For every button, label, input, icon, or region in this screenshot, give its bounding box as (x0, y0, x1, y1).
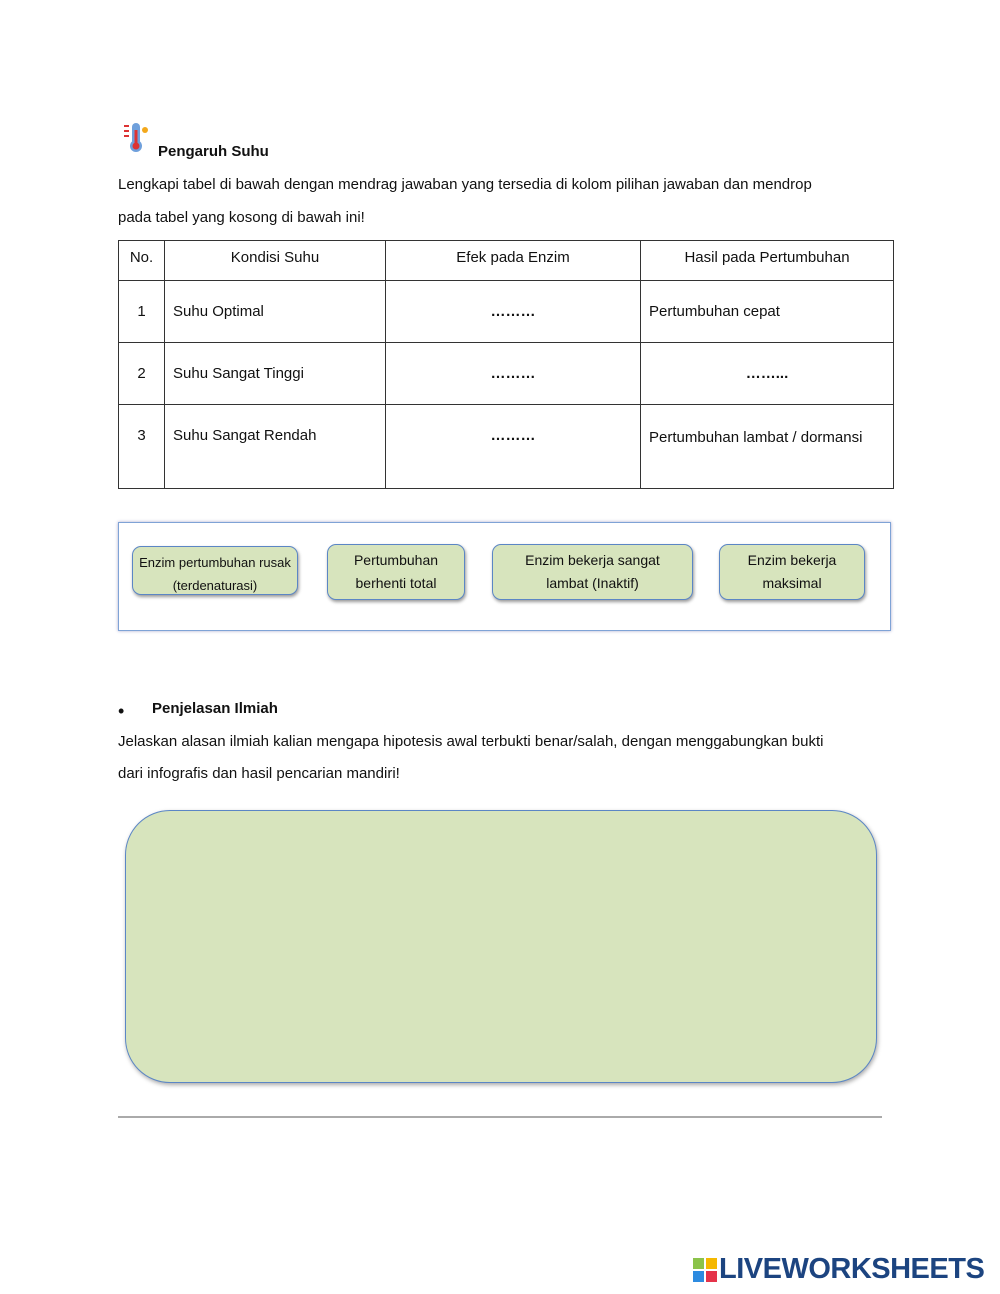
explanation-answer-box[interactable] (125, 810, 877, 1083)
header-cell: Kondisi Suhu (165, 241, 386, 281)
drop-zone[interactable]: ……... (641, 343, 894, 405)
cell-condition: Suhu Sangat Tinggi (165, 343, 386, 405)
cell-result: Pertumbuhan cepat (641, 281, 894, 343)
instruction-text: dari infografis dan hasil pencarian mandiri! (118, 765, 400, 782)
cell-no: 1 (119, 281, 165, 343)
choice-chip[interactable]: Enzim bekerja maksimal (719, 544, 865, 600)
header-cell: Efek pada Enzim (386, 241, 641, 281)
table-row (119, 405, 894, 489)
choice-chip[interactable]: Enzim pertumbuhan rusak (terdenaturasi) (132, 546, 298, 595)
cell-no: 3 (119, 405, 165, 489)
cell-condition: Suhu Sangat Rendah (165, 405, 386, 489)
choice-chip[interactable]: Enzim bekerja sangat lambat (Inaktif) (492, 544, 693, 600)
cell-condition: Suhu Optimal (165, 281, 386, 343)
table-row (119, 281, 894, 343)
instruction-text: Lengkapi tabel di bawah dengan mendrag jawaban yang tersedia di kolom pilihan jawaban dan mendrop (118, 176, 812, 193)
divider (118, 1116, 882, 1118)
section-title: Pengaruh Suhu (158, 143, 269, 160)
thermometer-icon (122, 122, 152, 154)
section-title: Penjelasan Ilmiah (152, 700, 278, 717)
drop-zone[interactable]: ……… (386, 405, 641, 489)
choice-chip[interactable]: Pertumbuhan berhenti total (327, 544, 465, 600)
cell-result: Pertumbuhan lambat / dormansi (641, 405, 894, 489)
bullet: • (118, 701, 125, 721)
header-cell: No. (119, 241, 165, 281)
liveworksheets-logo: LIVEWORKSHEETS (719, 1253, 985, 1285)
live-logo-icon (693, 1258, 717, 1282)
cell-no: 2 (119, 343, 165, 405)
drop-zone[interactable]: ……… (386, 343, 641, 405)
instruction-text: Jelaskan alasan ilmiah kalian mengapa hipotesis awal terbukti benar/salah, dengan menggabungkan bukti (118, 733, 824, 750)
header-cell: Hasil pada Pertumbuhan (641, 241, 894, 281)
drop-zone[interactable]: ……… (386, 281, 641, 343)
table-header-row (119, 241, 894, 281)
table-row (119, 343, 894, 405)
temperature-table (118, 240, 894, 489)
instruction-text: pada tabel yang kosong di bawah ini! (118, 209, 365, 226)
